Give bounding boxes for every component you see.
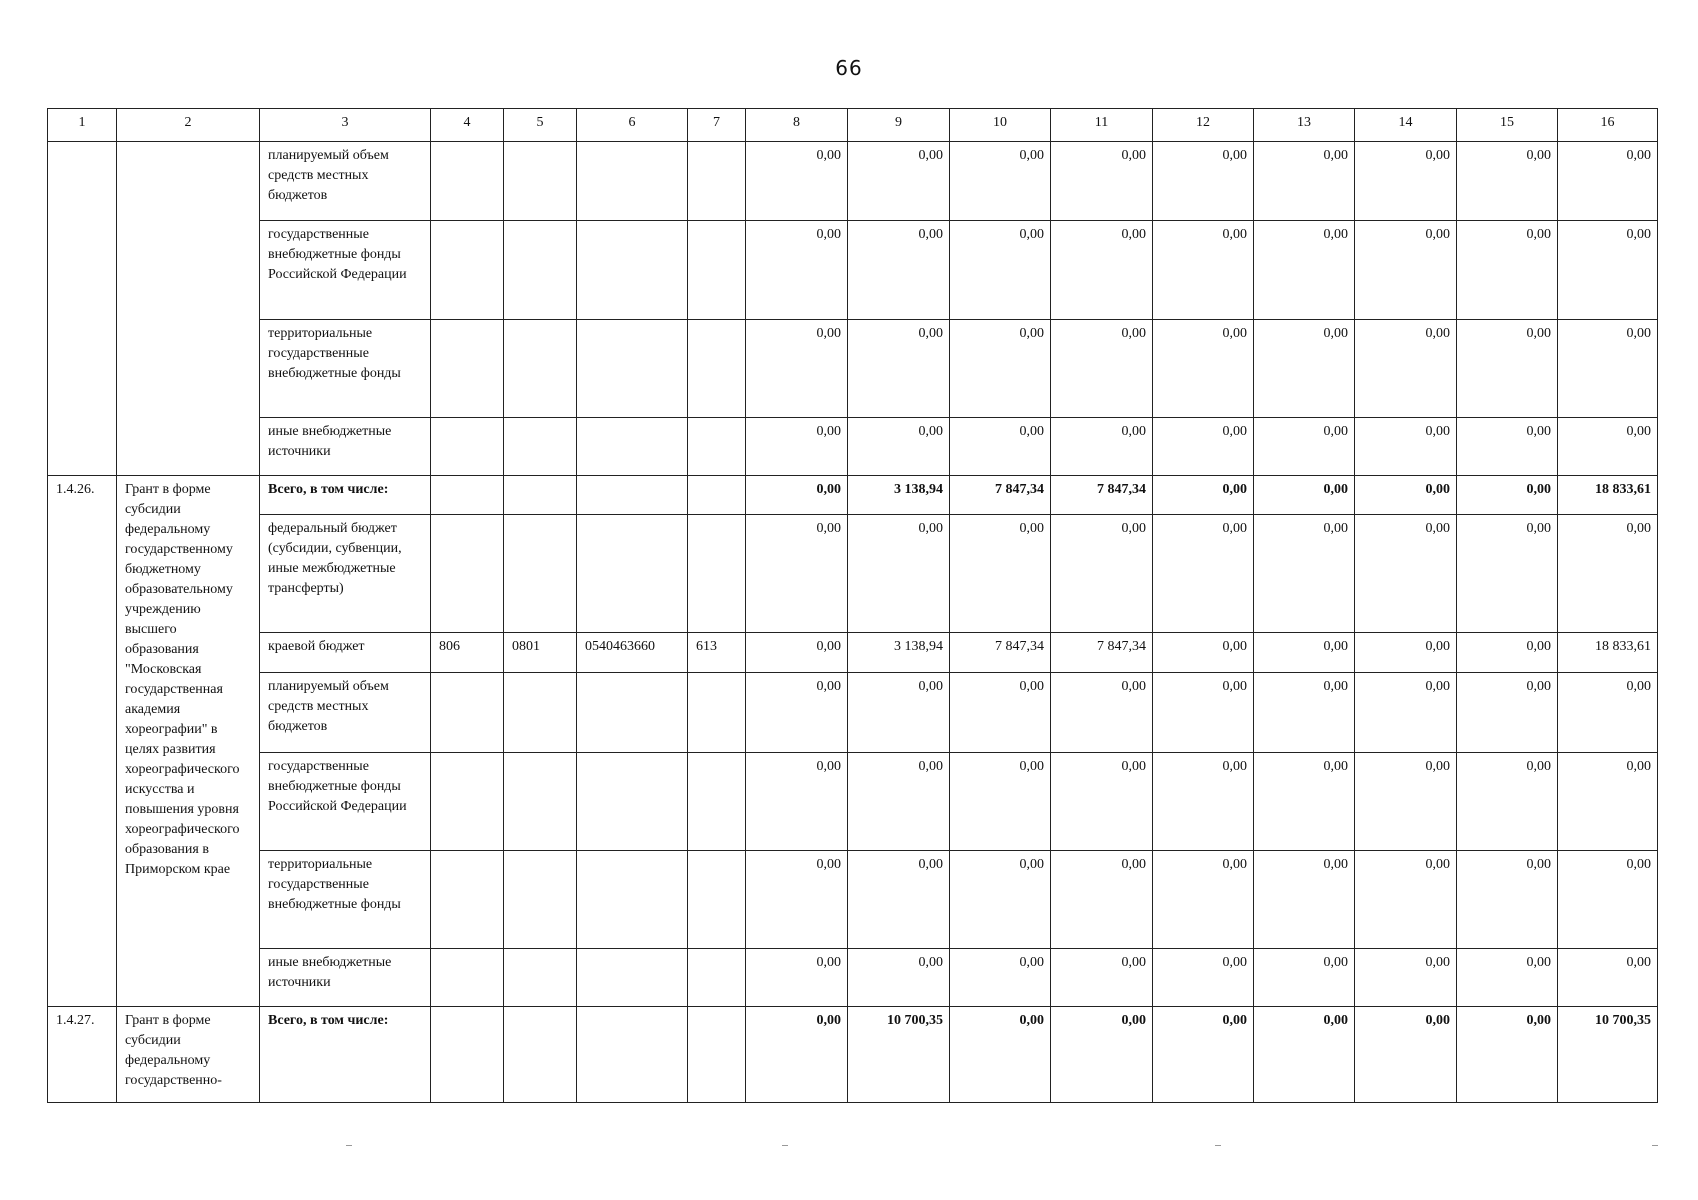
value-cell: 0,00 xyxy=(746,515,848,633)
col-header: 8 xyxy=(746,109,848,142)
source-cell: территориальные государственные внебюджетные фонды xyxy=(260,851,431,949)
value-cell: 0,00 xyxy=(1457,476,1558,515)
col-header: 16 xyxy=(1558,109,1658,142)
col-header: 6 xyxy=(577,109,688,142)
source-cell: территориальные государственные внебюджетные фонды xyxy=(260,320,431,418)
table-row xyxy=(48,851,1658,949)
scan-mark xyxy=(1652,1145,1658,1146)
value-cell: 0,00 xyxy=(1355,320,1457,418)
value-cell: 0,00 xyxy=(1153,320,1254,418)
code-5 xyxy=(504,949,577,1007)
value-cell: 0,00 xyxy=(1153,1007,1254,1103)
value-cell: 0,00 xyxy=(1153,418,1254,476)
col-header: 4 xyxy=(431,109,504,142)
table-row xyxy=(48,142,1658,221)
code-6 xyxy=(577,221,688,320)
code-4 xyxy=(431,142,504,221)
value-cell: 0,00 xyxy=(746,1007,848,1103)
value-cell: 0,00 xyxy=(1153,673,1254,753)
code-4 xyxy=(431,673,504,753)
code-4 xyxy=(431,949,504,1007)
page-number: 66 xyxy=(835,56,863,80)
value-cell: 7 847,34 xyxy=(950,633,1051,673)
source-cell: Всего, в том числе: xyxy=(260,1007,431,1103)
table-row xyxy=(48,418,1658,476)
code-5 xyxy=(504,673,577,753)
code-5 xyxy=(504,476,577,515)
table-row xyxy=(48,515,1658,633)
value-cell: 0,00 xyxy=(1558,673,1658,753)
code-6 xyxy=(577,949,688,1007)
value-cell: 0,00 xyxy=(1457,142,1558,221)
value-cell: 0,00 xyxy=(1051,673,1153,753)
source-cell: планируемый объем средств местных бюджетов xyxy=(260,142,431,221)
code-4 xyxy=(431,320,504,418)
code-6 xyxy=(577,673,688,753)
header-row xyxy=(48,109,1658,142)
scan-mark xyxy=(1215,1145,1221,1146)
value-cell: 0,00 xyxy=(1153,142,1254,221)
value-cell: 0,00 xyxy=(1254,949,1355,1007)
code-6: 0540463660 xyxy=(577,633,688,673)
value-cell: 0,00 xyxy=(950,673,1051,753)
table-row xyxy=(48,320,1658,418)
value-cell: 0,00 xyxy=(1051,753,1153,851)
value-cell: 7 847,34 xyxy=(950,476,1051,515)
value-cell: 0,00 xyxy=(1051,142,1153,221)
code-6 xyxy=(577,753,688,851)
value-cell: 0,00 xyxy=(1355,515,1457,633)
value-cell: 0,00 xyxy=(1558,753,1658,851)
code-4 xyxy=(431,221,504,320)
budget-table xyxy=(47,108,1658,1103)
value-cell: 0,00 xyxy=(1153,851,1254,949)
value-cell: 0,00 xyxy=(1558,949,1658,1007)
code-6 xyxy=(577,320,688,418)
value-cell: 0,00 xyxy=(1153,221,1254,320)
value-cell: 0,00 xyxy=(746,221,848,320)
value-cell: 0,00 xyxy=(848,753,950,851)
value-cell: 0,00 xyxy=(1153,949,1254,1007)
value-cell: 0,00 xyxy=(1051,221,1153,320)
value-cell: 0,00 xyxy=(1355,851,1457,949)
value-cell: 0,00 xyxy=(1051,851,1153,949)
code-7: 613 xyxy=(688,633,746,673)
value-cell: 0,00 xyxy=(746,851,848,949)
scan-mark xyxy=(782,1145,788,1146)
value-cell: 7 847,34 xyxy=(1051,476,1153,515)
value-cell: 0,00 xyxy=(848,851,950,949)
value-cell: 0,00 xyxy=(848,515,950,633)
value-cell: 0,00 xyxy=(746,142,848,221)
value-cell: 18 833,61 xyxy=(1558,476,1658,515)
value-cell: 0,00 xyxy=(950,418,1051,476)
value-cell: 0,00 xyxy=(1153,476,1254,515)
value-cell: 0,00 xyxy=(950,753,1051,851)
value-cell: 0,00 xyxy=(1254,515,1355,633)
value-cell: 3 138,94 xyxy=(848,633,950,673)
value-cell: 0,00 xyxy=(1457,949,1558,1007)
source-cell: федеральный бюджет (субсидии, субвенции, иные межбюджетные трансферты) xyxy=(260,515,431,633)
code-5 xyxy=(504,851,577,949)
code-7 xyxy=(688,476,746,515)
value-cell: 0,00 xyxy=(950,949,1051,1007)
col-header: 15 xyxy=(1457,109,1558,142)
code-5 xyxy=(504,515,577,633)
value-cell: 7 847,34 xyxy=(1051,633,1153,673)
table-row-total xyxy=(48,1007,1658,1103)
value-cell: 0,00 xyxy=(848,320,950,418)
source-cell: Всего, в том числе: xyxy=(260,476,431,515)
value-cell: 0,00 xyxy=(848,221,950,320)
table-row xyxy=(48,949,1658,1007)
value-cell: 0,00 xyxy=(1457,320,1558,418)
code-7 xyxy=(688,142,746,221)
code-6 xyxy=(577,515,688,633)
value-cell: 0,00 xyxy=(746,633,848,673)
col-header: 13 xyxy=(1254,109,1355,142)
value-cell: 0,00 xyxy=(1254,320,1355,418)
value-cell: 0,00 xyxy=(1254,633,1355,673)
code-6 xyxy=(577,418,688,476)
table-row-total xyxy=(48,476,1658,515)
value-cell: 0,00 xyxy=(1355,418,1457,476)
col-header: 12 xyxy=(1153,109,1254,142)
value-cell: 0,00 xyxy=(1254,476,1355,515)
value-cell: 0,00 xyxy=(1051,418,1153,476)
value-cell: 0,00 xyxy=(848,949,950,1007)
col-header: 3 xyxy=(260,109,431,142)
item-name: Грант в форме субсидии федеральному государственно- xyxy=(117,1007,260,1103)
value-cell: 0,00 xyxy=(1355,221,1457,320)
value-cell: 0,00 xyxy=(1355,1007,1457,1103)
value-cell: 0,00 xyxy=(746,418,848,476)
value-cell: 0,00 xyxy=(1051,1007,1153,1103)
value-cell: 0,00 xyxy=(1457,753,1558,851)
code-7 xyxy=(688,949,746,1007)
value-cell: 0,00 xyxy=(746,476,848,515)
value-cell: 0,00 xyxy=(1457,1007,1558,1103)
scan-mark xyxy=(346,1145,352,1146)
value-cell: 0,00 xyxy=(1051,949,1153,1007)
value-cell: 3 138,94 xyxy=(848,476,950,515)
code-5 xyxy=(504,221,577,320)
value-cell: 0,00 xyxy=(848,418,950,476)
code-4 xyxy=(431,1007,504,1103)
value-cell: 0,00 xyxy=(950,1007,1051,1103)
code-6 xyxy=(577,142,688,221)
value-cell: 0,00 xyxy=(1355,949,1457,1007)
value-cell: 0,00 xyxy=(1558,851,1658,949)
value-cell: 0,00 xyxy=(1457,418,1558,476)
table-row xyxy=(48,633,1658,673)
code-4 xyxy=(431,753,504,851)
value-cell: 0,00 xyxy=(746,949,848,1007)
value-cell: 0,00 xyxy=(1153,515,1254,633)
value-cell: 0,00 xyxy=(848,142,950,221)
value-cell: 0,00 xyxy=(746,320,848,418)
value-cell: 0,00 xyxy=(848,673,950,753)
code-4 xyxy=(431,515,504,633)
value-cell: 0,00 xyxy=(1254,673,1355,753)
table-row xyxy=(48,673,1658,753)
value-cell: 0,00 xyxy=(1457,673,1558,753)
value-cell: 0,00 xyxy=(1558,142,1658,221)
code-5 xyxy=(504,320,577,418)
code-7 xyxy=(688,851,746,949)
code-6 xyxy=(577,1007,688,1103)
col-header: 5 xyxy=(504,109,577,142)
index-cell-empty xyxy=(48,142,117,476)
code-7 xyxy=(688,673,746,753)
value-cell: 0,00 xyxy=(1355,633,1457,673)
value-cell: 0,00 xyxy=(1051,320,1153,418)
value-cell: 0,00 xyxy=(1355,142,1457,221)
code-6 xyxy=(577,851,688,949)
item-index: 1.4.26. xyxy=(48,476,117,1007)
code-7 xyxy=(688,753,746,851)
code-4 xyxy=(431,418,504,476)
value-cell: 0,00 xyxy=(950,851,1051,949)
value-cell: 0,00 xyxy=(1457,633,1558,673)
source-cell: иные внебюджетные источники xyxy=(260,949,431,1007)
code-7 xyxy=(688,1007,746,1103)
code-5 xyxy=(504,753,577,851)
code-7 xyxy=(688,320,746,418)
col-header: 14 xyxy=(1355,109,1457,142)
source-cell: иные внебюджетные источники xyxy=(260,418,431,476)
value-cell: 0,00 xyxy=(950,515,1051,633)
code-4 xyxy=(431,851,504,949)
source-cell: планируемый объем средств местных бюджетов xyxy=(260,673,431,753)
value-cell: 0,00 xyxy=(1153,633,1254,673)
value-cell: 0,00 xyxy=(1355,476,1457,515)
col-header: 2 xyxy=(117,109,260,142)
value-cell: 0,00 xyxy=(1457,851,1558,949)
value-cell: 0,00 xyxy=(1051,515,1153,633)
value-cell: 0,00 xyxy=(1558,418,1658,476)
code-5 xyxy=(504,1007,577,1103)
value-cell: 0,00 xyxy=(746,673,848,753)
code-7 xyxy=(688,515,746,633)
table-row xyxy=(48,753,1658,851)
value-cell: 0,00 xyxy=(1457,515,1558,633)
value-cell: 0,00 xyxy=(1254,418,1355,476)
code-7 xyxy=(688,221,746,320)
value-cell: 0,00 xyxy=(950,320,1051,418)
col-header: 11 xyxy=(1051,109,1153,142)
value-cell: 0,00 xyxy=(1558,515,1658,633)
value-cell: 0,00 xyxy=(950,221,1051,320)
value-cell: 0,00 xyxy=(1254,851,1355,949)
value-cell: 0,00 xyxy=(1355,673,1457,753)
value-cell: 0,00 xyxy=(746,753,848,851)
code-7 xyxy=(688,418,746,476)
value-cell: 0,00 xyxy=(950,142,1051,221)
source-cell: государственные внебюджетные фонды Российской Федерации xyxy=(260,221,431,320)
col-header: 7 xyxy=(688,109,746,142)
code-5: 0801 xyxy=(504,633,577,673)
table-row xyxy=(48,221,1658,320)
value-cell: 0,00 xyxy=(1558,320,1658,418)
value-cell: 0,00 xyxy=(1254,142,1355,221)
value-cell: 0,00 xyxy=(1254,1007,1355,1103)
value-cell: 10 700,35 xyxy=(1558,1007,1658,1103)
code-6 xyxy=(577,476,688,515)
col-header: 9 xyxy=(848,109,950,142)
item-name: Грант в форме субсидии федеральному государственному бюджетному образовательному учреждению высшего образования "Московская государственная академия хореографии" в целях развития хореографического искусства и повышения уровня хореографического образования в Приморском крае xyxy=(117,476,260,1007)
value-cell: 0,00 xyxy=(1254,753,1355,851)
value-cell: 18 833,61 xyxy=(1558,633,1658,673)
name-cell-empty xyxy=(117,142,260,476)
value-cell: 0,00 xyxy=(1153,753,1254,851)
value-cell: 0,00 xyxy=(1558,221,1658,320)
value-cell: 0,00 xyxy=(1457,221,1558,320)
code-4 xyxy=(431,476,504,515)
value-cell: 0,00 xyxy=(1355,753,1457,851)
col-header: 1 xyxy=(48,109,117,142)
code-5 xyxy=(504,142,577,221)
source-cell: государственные внебюджетные фонды Российской Федерации xyxy=(260,753,431,851)
item-index: 1.4.27. xyxy=(48,1007,117,1103)
code-5 xyxy=(504,418,577,476)
code-4: 806 xyxy=(431,633,504,673)
value-cell: 10 700,35 xyxy=(848,1007,950,1103)
source-cell: краевой бюджет xyxy=(260,633,431,673)
value-cell: 0,00 xyxy=(1254,221,1355,320)
col-header: 10 xyxy=(950,109,1051,142)
